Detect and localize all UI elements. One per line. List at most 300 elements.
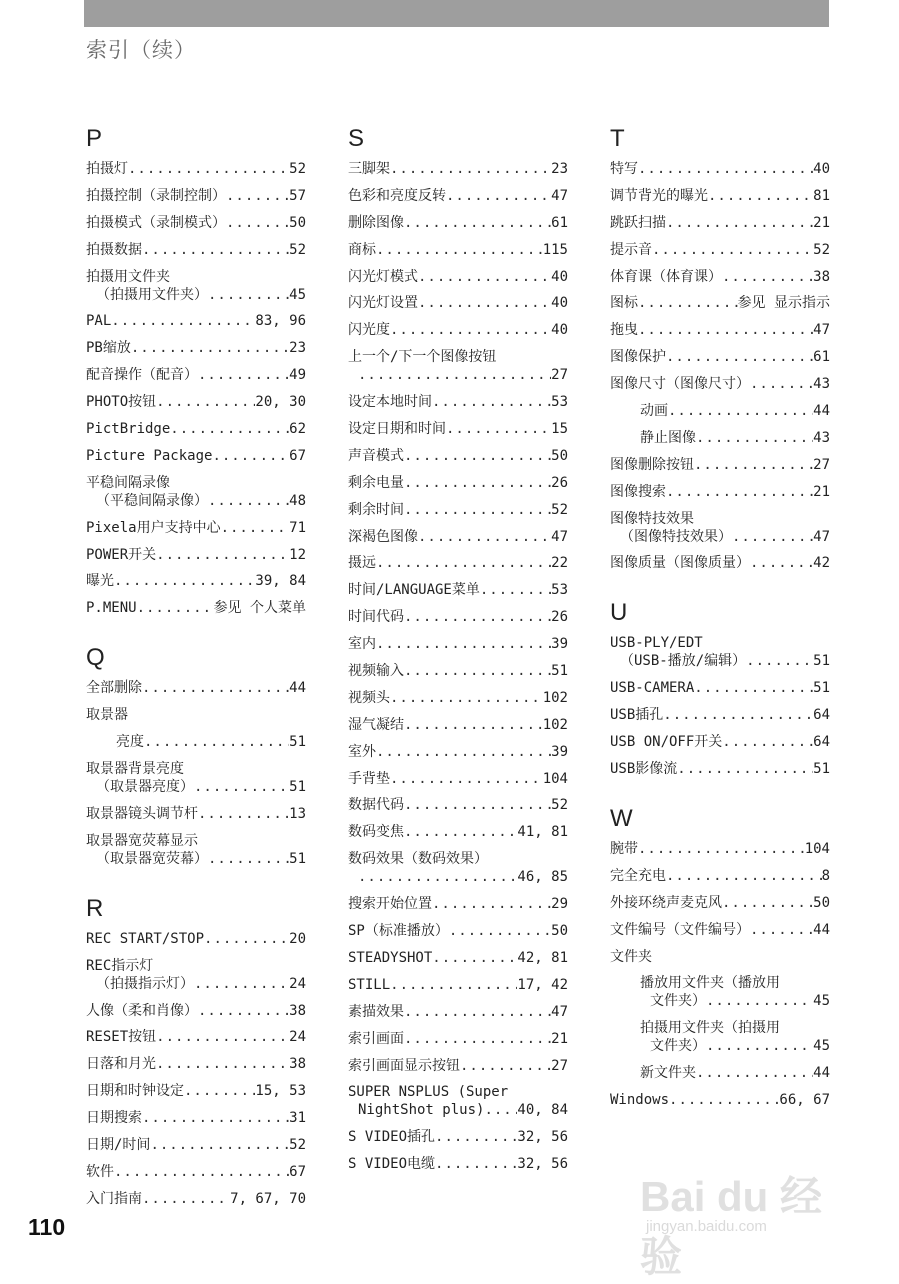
entry-line bbox=[610, 679, 830, 697]
entry-term: 图像搜索 bbox=[610, 483, 666, 500]
entry-term: 图像尺寸（图像尺寸） bbox=[610, 376, 750, 393]
entry-subline bbox=[348, 366, 568, 384]
leader-dots bbox=[666, 348, 813, 366]
entry-line bbox=[348, 393, 568, 411]
entry-term: 亮度 bbox=[116, 734, 144, 751]
leader-dots bbox=[226, 214, 289, 232]
entry-page: 26 bbox=[551, 609, 568, 626]
index-entry bbox=[86, 760, 306, 796]
entry-page: 51 bbox=[289, 779, 306, 796]
entry-page: 71 bbox=[289, 519, 306, 536]
entry-line bbox=[348, 241, 568, 259]
section-letter: T bbox=[610, 125, 625, 152]
leader-dots bbox=[226, 187, 289, 205]
entry-subterm: （图像特技效果） bbox=[620, 528, 732, 545]
leader-dots bbox=[694, 456, 813, 474]
entry-page: 43 bbox=[813, 429, 830, 446]
leader-dots bbox=[696, 429, 813, 447]
leader-dots bbox=[156, 1055, 289, 1073]
entry-term: POWER开关 bbox=[86, 546, 157, 563]
entry-line bbox=[348, 321, 568, 339]
entry-line bbox=[348, 1030, 568, 1048]
entry-line bbox=[610, 456, 830, 474]
entry-term: 人像（柔和肖像） bbox=[86, 1002, 198, 1019]
index-entry bbox=[348, 321, 568, 339]
watermark-url: jingyan.baidu.com bbox=[646, 1218, 767, 1235]
leader-dots bbox=[404, 796, 551, 814]
index-entry bbox=[348, 187, 568, 205]
entry-line bbox=[348, 1155, 568, 1173]
leader-dots bbox=[418, 294, 551, 312]
entry-term: 索引画面 bbox=[348, 1030, 404, 1047]
leader-dots bbox=[358, 366, 551, 384]
leader-dots bbox=[142, 1190, 230, 1208]
index-entry bbox=[348, 689, 568, 707]
entry-page: 64 bbox=[813, 734, 830, 751]
leader-dots bbox=[390, 160, 551, 178]
entry-term: 商标 bbox=[348, 241, 376, 258]
section-letter: R bbox=[86, 894, 104, 922]
index-entry bbox=[348, 348, 568, 384]
entry-term: 剩余时间 bbox=[348, 501, 404, 518]
entry-page: 40 bbox=[551, 295, 568, 312]
entry-subline bbox=[610, 528, 830, 546]
entry-line bbox=[610, 840, 830, 858]
entry-term: 动画 bbox=[640, 403, 668, 420]
index-entry bbox=[348, 581, 568, 599]
index-entry bbox=[348, 608, 568, 626]
entry-term: 色彩和亮度反转 bbox=[348, 187, 446, 204]
entry-term: 湿气凝结 bbox=[348, 716, 404, 733]
entry-term: 室内 bbox=[348, 636, 376, 653]
entry-term: 索引画面显示按钮 bbox=[348, 1057, 460, 1074]
index-entry bbox=[348, 743, 568, 761]
leader-dots bbox=[750, 921, 813, 939]
entry-subline bbox=[348, 1101, 568, 1119]
entry-term: 配音操作（配音） bbox=[86, 367, 198, 384]
leader-dots bbox=[131, 339, 289, 357]
entry-line bbox=[348, 214, 568, 232]
entry-term: 摄远 bbox=[348, 555, 376, 572]
leader-dots bbox=[184, 1082, 255, 1100]
entry-line bbox=[348, 447, 568, 465]
index-entry bbox=[348, 294, 568, 312]
entry-subline bbox=[86, 286, 306, 304]
leader-dots bbox=[638, 840, 805, 858]
index-entry bbox=[86, 339, 306, 357]
entry-page: 13 bbox=[289, 805, 306, 822]
entry-term: 曝光 bbox=[86, 573, 114, 590]
entry-page: 21 bbox=[813, 483, 830, 500]
index-entry bbox=[610, 554, 830, 572]
leader-dots bbox=[652, 241, 813, 259]
index-entry bbox=[86, 1109, 306, 1127]
entry-term: 素描效果 bbox=[348, 1003, 404, 1020]
entry-page: 38 bbox=[289, 1002, 306, 1019]
entry-term: 拍摄模式（录制模式） bbox=[86, 214, 226, 231]
entry-term: S VIDEO插孔 bbox=[348, 1129, 436, 1146]
entry-line bbox=[348, 474, 568, 492]
entry-term: 拍摄数据 bbox=[86, 241, 142, 258]
index-column-2 bbox=[348, 124, 568, 1199]
entry-line bbox=[86, 447, 306, 465]
index-entry bbox=[86, 1190, 306, 1208]
entry-term: USB影像流 bbox=[610, 761, 678, 778]
leader-dots bbox=[638, 160, 813, 178]
leader-dots bbox=[638, 294, 738, 312]
entry-page: 53 bbox=[551, 582, 568, 599]
entry-subterm: （取景器亮度） bbox=[96, 779, 194, 796]
leader-dots bbox=[418, 268, 551, 286]
entry-page: 31 bbox=[289, 1110, 306, 1127]
entry-line bbox=[610, 867, 830, 885]
entry-line bbox=[610, 706, 830, 724]
index-entry bbox=[348, 1083, 568, 1119]
index-entry bbox=[348, 474, 568, 492]
entry-line bbox=[86, 312, 306, 330]
entry-line bbox=[348, 501, 568, 519]
entry-page: 45 bbox=[813, 1038, 830, 1055]
leader-dots bbox=[432, 393, 551, 411]
entry-page: 38 bbox=[289, 1056, 306, 1073]
entry-page: 32, 56 bbox=[517, 1156, 568, 1173]
leader-dots bbox=[480, 581, 551, 599]
index-entry bbox=[348, 823, 568, 841]
index-entry bbox=[348, 1030, 568, 1048]
leader-dots bbox=[198, 805, 289, 823]
entry-page: 20, 30 bbox=[255, 394, 306, 411]
leader-dots bbox=[156, 546, 289, 564]
leader-dots bbox=[669, 1091, 779, 1109]
entry-line bbox=[86, 1028, 306, 1046]
section-letter: S bbox=[348, 125, 365, 152]
entry-term: 日期搜索 bbox=[86, 1110, 142, 1127]
leader-dots bbox=[156, 1028, 289, 1046]
entry-line bbox=[86, 1082, 306, 1100]
leader-dots bbox=[696, 1064, 813, 1082]
entry-line bbox=[348, 662, 568, 680]
index-entry bbox=[348, 393, 568, 411]
entry-line bbox=[610, 348, 830, 366]
entry-page: 21 bbox=[813, 214, 830, 231]
entry-line bbox=[348, 554, 568, 572]
entry-term: 特写 bbox=[610, 161, 638, 177]
entry-term: 手背垫 bbox=[348, 770, 390, 787]
index-entry bbox=[610, 268, 830, 286]
leader-dots bbox=[435, 1155, 517, 1173]
index-section-q bbox=[86, 643, 306, 867]
entry-page: 12 bbox=[289, 546, 306, 563]
leader-dots bbox=[460, 1057, 551, 1075]
leader-dots bbox=[404, 501, 551, 519]
leader-dots bbox=[144, 733, 289, 751]
index-entry bbox=[86, 805, 306, 823]
leader-dots bbox=[668, 402, 813, 420]
entry-term: REC START/STOP bbox=[86, 930, 205, 947]
index-entry bbox=[348, 716, 568, 734]
entry-page: 47 bbox=[813, 528, 830, 545]
index-entry bbox=[348, 160, 568, 178]
entry-line bbox=[348, 1057, 568, 1075]
entry-line bbox=[348, 187, 568, 205]
leader-dots bbox=[732, 528, 813, 546]
leader-dots bbox=[198, 1002, 289, 1020]
entry-term: 图像质量（图像质量） bbox=[610, 555, 750, 572]
entry-subterm: （USB-播放/编辑） bbox=[620, 653, 747, 670]
entry-page: 40 bbox=[813, 161, 830, 177]
entry-page: 22 bbox=[551, 555, 568, 572]
entry-subterm: （拍摄指示灯） bbox=[96, 975, 194, 992]
entry-line bbox=[348, 823, 568, 841]
index-section-w bbox=[610, 804, 830, 1109]
index-entry bbox=[348, 420, 568, 438]
entry-page: 62 bbox=[289, 421, 306, 438]
entry-page: 81 bbox=[813, 187, 830, 204]
leader-dots bbox=[390, 321, 551, 339]
leader-dots bbox=[404, 1030, 551, 1048]
entry-line bbox=[86, 160, 306, 178]
entry-page: 23 bbox=[551, 161, 568, 177]
entry-page: 102 bbox=[542, 689, 568, 706]
leader-dots bbox=[666, 867, 822, 885]
entry-term: 取景器背景亮度 bbox=[86, 761, 184, 778]
entry-page: 57 bbox=[289, 187, 306, 204]
index-entry bbox=[610, 733, 830, 751]
leader-dots bbox=[446, 420, 551, 438]
entry-term: 图标 bbox=[610, 295, 638, 312]
entry-page: 20 bbox=[289, 930, 306, 947]
leader-dots bbox=[750, 375, 813, 393]
leader-dots bbox=[156, 393, 255, 411]
leader-dots bbox=[376, 743, 551, 761]
index-entry bbox=[610, 241, 830, 259]
entry-page: 39, 84 bbox=[255, 573, 306, 590]
entry-page: 38 bbox=[813, 268, 830, 285]
section-letter: W bbox=[610, 805, 633, 833]
entry-term: 深褐色图像 bbox=[348, 528, 418, 545]
leader-dots bbox=[358, 868, 517, 886]
entry-line bbox=[348, 608, 568, 626]
entry-line bbox=[86, 1055, 306, 1073]
entry-term: 时间代码 bbox=[348, 609, 404, 626]
entry-line bbox=[116, 733, 306, 751]
index-entry bbox=[348, 268, 568, 286]
leader-dots bbox=[666, 483, 813, 501]
entry-term: 室外 bbox=[348, 743, 376, 760]
entry-page: 参见 个人菜单 bbox=[213, 600, 306, 617]
index-entry bbox=[610, 921, 830, 939]
index-entry bbox=[610, 948, 830, 966]
entry-subline bbox=[86, 492, 306, 510]
index-entry bbox=[86, 1163, 306, 1181]
index-entry bbox=[348, 949, 568, 967]
leader-dots bbox=[376, 241, 543, 259]
entry-term: PictBridge bbox=[86, 421, 171, 438]
entry-page: 参见 显示指示 bbox=[737, 295, 830, 312]
entry-term: 闪光度 bbox=[348, 322, 390, 339]
entry-page: 50 bbox=[551, 447, 568, 464]
entry-page: 50 bbox=[813, 894, 830, 911]
entry-term: PB缩放 bbox=[86, 340, 131, 357]
index-entry bbox=[86, 1136, 306, 1154]
entry-line bbox=[348, 796, 568, 814]
entry-line bbox=[610, 921, 830, 939]
entry-page: 44 bbox=[813, 921, 830, 938]
entry-subline bbox=[610, 652, 830, 670]
entry-term: 拍摄控制（录制控制） bbox=[86, 187, 226, 204]
entry-term: 删除图像 bbox=[348, 214, 404, 231]
leader-dots bbox=[137, 599, 214, 617]
section-letter: Q bbox=[86, 644, 105, 672]
entry-line bbox=[348, 1128, 568, 1146]
entry-line bbox=[348, 949, 568, 967]
entry-page: 39 bbox=[551, 743, 568, 760]
leader-dots bbox=[376, 554, 551, 572]
index-entry bbox=[610, 348, 830, 366]
index-entry bbox=[610, 1091, 830, 1109]
entry-line bbox=[348, 294, 568, 312]
entry-term: USB-PLY/EDT bbox=[610, 635, 703, 652]
entry-page: 52 bbox=[551, 797, 568, 814]
index-entry bbox=[610, 402, 830, 420]
leader-dots bbox=[208, 850, 289, 868]
leader-dots bbox=[150, 1136, 289, 1154]
entry-term: RESET按钮 bbox=[86, 1029, 157, 1046]
entry-term: 平稳间隔录像 bbox=[86, 474, 170, 491]
entry-term: 设定本地时间 bbox=[348, 394, 432, 411]
index-entry bbox=[86, 268, 306, 304]
entry-page: 51 bbox=[813, 653, 830, 670]
index-entry bbox=[86, 679, 306, 697]
entry-page: 44 bbox=[289, 680, 306, 697]
leader-dots bbox=[390, 976, 517, 994]
entry-page: 21 bbox=[551, 1030, 568, 1047]
index-entry bbox=[86, 1002, 306, 1020]
leader-dots bbox=[449, 922, 551, 940]
entry-line bbox=[610, 733, 830, 751]
index-entry bbox=[348, 662, 568, 680]
entry-page: 52 bbox=[289, 241, 306, 258]
entry-page: 51 bbox=[813, 761, 830, 778]
leader-dots bbox=[750, 554, 813, 572]
entry-term: 外接环绕声麦克风 bbox=[610, 894, 722, 911]
index-entry bbox=[610, 679, 830, 697]
entry-term: 时间/LANGUAGE菜单 bbox=[348, 582, 480, 599]
leader-dots bbox=[722, 268, 813, 286]
entry-page: 49 bbox=[289, 367, 306, 384]
entry-page: 27 bbox=[551, 367, 568, 384]
leader-dots bbox=[194, 975, 289, 993]
leader-dots bbox=[694, 679, 813, 697]
index-entry bbox=[610, 429, 830, 447]
index-entry bbox=[86, 1082, 306, 1100]
entry-line bbox=[86, 393, 306, 411]
entry-page: 104 bbox=[542, 770, 568, 787]
entry-subline bbox=[348, 868, 568, 886]
leader-dots bbox=[376, 635, 551, 653]
entry-page: 39 bbox=[551, 636, 568, 653]
entry-term: 图像特技效果 bbox=[610, 510, 694, 527]
entry-line bbox=[610, 894, 830, 912]
entry-line bbox=[610, 214, 830, 232]
entry-term: REC指示灯 bbox=[86, 957, 154, 974]
leader-dots bbox=[128, 160, 289, 178]
entry-term: 取景器宽荧幕显示 bbox=[86, 832, 198, 849]
entry-term: 闪光灯设置 bbox=[348, 295, 418, 312]
entry-page: 61 bbox=[551, 214, 568, 231]
index-entry bbox=[610, 456, 830, 474]
entry-term: 拖曳 bbox=[610, 322, 638, 339]
entry-term: PHOTO按钮 bbox=[86, 394, 157, 411]
index-entry bbox=[610, 321, 830, 339]
index-entry bbox=[610, 214, 830, 232]
index-section-s bbox=[348, 124, 568, 1173]
entry-subterm: （拍摄用文件夹） bbox=[96, 286, 208, 303]
leader-dots bbox=[677, 760, 813, 778]
entry-term: 新文件夹 bbox=[640, 1065, 696, 1082]
leader-dots bbox=[142, 1109, 289, 1127]
entry-line bbox=[348, 770, 568, 788]
entry-term: 日期/时间 bbox=[86, 1137, 151, 1154]
entry-line bbox=[348, 160, 568, 178]
entry-page: 115 bbox=[542, 241, 568, 258]
index-entry bbox=[610, 894, 830, 912]
entry-page: 45 bbox=[289, 286, 306, 303]
leader-dots bbox=[746, 652, 813, 670]
entry-line bbox=[86, 241, 306, 259]
entry-page: 15, 53 bbox=[255, 1083, 306, 1100]
entry-line bbox=[348, 689, 568, 707]
leader-dots bbox=[111, 312, 255, 330]
leader-dots bbox=[390, 770, 543, 788]
entry-term: 日落和月光 bbox=[86, 1056, 156, 1073]
entry-term: SP（标准播放） bbox=[348, 923, 449, 940]
leader-dots bbox=[708, 187, 813, 205]
index-entry bbox=[610, 974, 830, 1010]
entry-line bbox=[610, 483, 830, 501]
leader-dots bbox=[204, 930, 289, 948]
leader-dots bbox=[114, 1163, 289, 1181]
entry-subterm: 文件夹） bbox=[650, 1038, 706, 1055]
entry-term: STEADYSHOT bbox=[348, 949, 433, 966]
index-entry bbox=[86, 599, 306, 617]
index-entry bbox=[348, 241, 568, 259]
entry-term: 搜索开始位置 bbox=[348, 896, 432, 913]
leader-dots bbox=[208, 286, 289, 304]
entry-subline bbox=[86, 850, 306, 868]
leader-dots bbox=[221, 519, 290, 537]
index-column-1 bbox=[86, 124, 306, 1234]
entry-term: USB插孔 bbox=[610, 707, 664, 724]
entry-subterm: 文件夹） bbox=[650, 993, 706, 1010]
entry-page: 17, 42 bbox=[517, 976, 568, 993]
index-entry bbox=[348, 1155, 568, 1173]
entry-page: 50 bbox=[289, 214, 306, 231]
entry-line bbox=[348, 922, 568, 940]
entry-page: 47 bbox=[813, 322, 830, 339]
entry-line bbox=[348, 635, 568, 653]
leader-dots bbox=[404, 447, 551, 465]
section-letter: P bbox=[86, 125, 103, 152]
entry-term: 拍摄灯 bbox=[86, 161, 128, 177]
entry-page: 41, 81 bbox=[517, 824, 568, 841]
entry-page: 51 bbox=[813, 680, 830, 697]
leader-dots bbox=[432, 949, 517, 967]
index-entry bbox=[86, 546, 306, 564]
leader-dots bbox=[484, 1101, 517, 1119]
entry-page: 42, 81 bbox=[517, 949, 568, 966]
entry-page: 53 bbox=[551, 394, 568, 411]
